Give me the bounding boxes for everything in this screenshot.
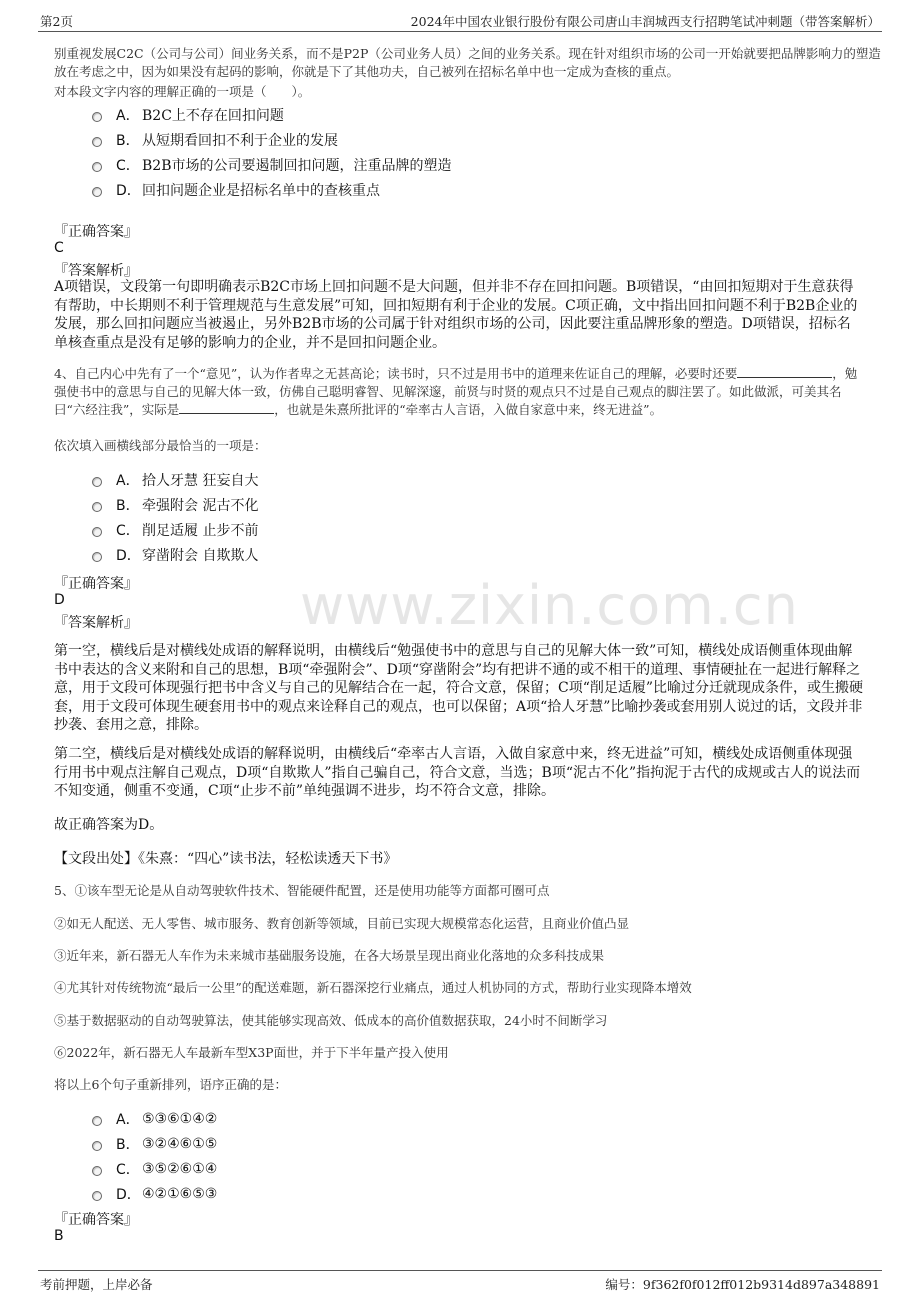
- q4-instruction: 依次填入画横线部分最恰当的一项是：: [54, 438, 267, 453]
- radio-icon[interactable]: [92, 162, 102, 172]
- radio-icon[interactable]: [92, 502, 102, 512]
- q3-option-a[interactable]: A． B2C上不存在回扣问题: [92, 105, 284, 125]
- radio-icon[interactable]: [92, 1116, 102, 1126]
- q4-source: 【文段出处】《朱熹：“四心”读书法，轻松读透天下书》: [54, 851, 398, 867]
- q4-stem-part3: ，也就是朱熹所批评的“牵率古人言语，入做自家意中来，终无进益”。: [274, 402, 663, 417]
- q4-analysis-para1: 第一空，横线后是对横线处成语的解释说明，由横线后“勉强使书中的意思与自己的见解大体一致”可知，横线处成语侧重体现曲解书中表达的含义来附和自己的思想，B项“牵强附会”、D项“穿凿附会”均有把讲不通的或不相干的道理、事情硬扯在一起进行解释之意，用于文段可体现强行把书中含义与自己的见解结合在一起，符合文意，保留；C项“削足适履”比喻过分迁就现成条件，或生搬硬套，用于文段可体现生硬套用书中的观点来诠释自己的观点，也可以保留；A项“拾人牙慧”比喻抄袭或套用别人说过的话，文段并非抄袭、套用之意，排除。: [54, 643, 864, 733]
- q4-stem-part1: 4、自己内心中先有了一个“意见”，认为作者卑之无甚高论；读书时，只不过是用书中的道理来佐证自己的理解，必要时还要: [54, 366, 738, 381]
- page-number: 第2页: [40, 14, 73, 29]
- q3-answer: C: [54, 240, 64, 256]
- footer-slogan: 考前押题，上岸必备: [40, 1277, 153, 1292]
- q3-passage: 别重视发展C2C（公司与公司）间业务关系，而不是P2P（公司业务人员）之间的业务关系。现在针对组织市场的公司一开始就要把品牌影响力的塑造放在考虑之中，因为如果没有起码的影响，你就是下了其他功夫，自己被列在招标名单中也一定成为查核的重点。: [54, 46, 881, 79]
- radio-icon[interactable]: [92, 112, 102, 122]
- answer-blank-1: [737, 365, 832, 378]
- document-serial: 编号：9f362f0f012ff012b9314d897a348891: [605, 1277, 880, 1292]
- radio-icon[interactable]: [92, 552, 102, 562]
- q5-option-a[interactable]: A． ⑤③⑥①④②: [92, 1109, 217, 1129]
- q5-instruction: 将以上6个句子重新排列，语序正确的是：: [54, 1077, 287, 1092]
- watermark: www.zixin.com.cn: [300, 574, 799, 637]
- q4-stem: [54, 365, 864, 419]
- radio-icon[interactable]: [92, 1191, 102, 1201]
- q3-option-c[interactable]: C． B2B市场的公司要遏制回扣问题，注重品牌的塑造: [92, 155, 451, 175]
- q4-option-b[interactable]: B． 牵强附会 泥古不化: [92, 495, 258, 515]
- q4-option-d[interactable]: D． 穿凿附会 自欺欺人: [92, 545, 258, 565]
- radio-icon[interactable]: [92, 187, 102, 197]
- q4-option-c[interactable]: C． 削足适履 止步不前: [92, 520, 258, 540]
- q5-sentence-4: ④尤其针对传统物流“最后一公里”的配送难题，新石器深挖行业痛点，通过人机协同的方式，帮助行业实现降本增效: [54, 980, 692, 995]
- q5-answer-label: 『正确答案』: [54, 1212, 138, 1228]
- q5-sentence-6: ⑥2022年，新石器无人车最新车型X3P面世，并于下半年量产投入使用: [54, 1045, 449, 1060]
- radio-icon[interactable]: [92, 137, 102, 147]
- q3-option-d[interactable]: D． 回扣问题企业是招标名单中的查核重点: [92, 180, 380, 200]
- q5-option-d[interactable]: D． ④②①⑥⑤③: [92, 1184, 217, 1204]
- q5-answer: B: [54, 1228, 64, 1244]
- q4-analysis-para2: 第二空，横线后是对横线处成语的解释说明，由横线后“牵率古人言语，入做自家意中来，终无进益”可知，横线处成语侧重体现强行用书中观点注解自己观点，D项“自欺欺人”指自己骗自己，符合文意，当选；B项“泥古不化”指拘泥于古代的成规或古人的说法而不知变通，侧重不变通，C项“止步不前”单纯强调不进步，均不符合文意，排除。: [54, 746, 861, 799]
- q3-option-b[interactable]: B． 从短期看回扣不利于企业的发展: [92, 130, 338, 150]
- header-divider: [38, 31, 882, 32]
- radio-icon[interactable]: [92, 527, 102, 537]
- radio-icon[interactable]: [92, 1166, 102, 1176]
- q3-answer-label: 『正确答案』: [54, 224, 138, 240]
- q3-question: 对本段文字内容的理解正确的一项是（ ）。: [54, 84, 311, 99]
- q5-sentence-1: 5、①该车型无论是从自动驾驶软件技术、智能硬件配置，还是使用功能等方面都可圈可点: [54, 883, 550, 898]
- radio-icon[interactable]: [92, 1141, 102, 1151]
- q5-sentence-2: ②如无人配送、无人零售、城市服务、教育创新等领域，目前已实现大规模常态化运营，且商业价值凸显: [54, 916, 630, 931]
- radio-icon[interactable]: [92, 477, 102, 487]
- answer-blank-2: [179, 401, 274, 414]
- q3-analysis: A项错误，文段第一句即明确表示B2C市场上回扣问题不是大问题，但并非不存在回扣问题。B项错误，“由回扣短期对于生意获得有帮助，中长期则不利于管理规范与生意发展”可知，回扣短期有利于企业的发展。C项正确，文中指出回扣问题不利于B2B企业的发展，那么回扣问题应当被遏止，另外B2B市场的公司属于针对组织市场的公司，因此要注重品牌形象的塑造。D项错误，招标名单核查重点是没有足够的影响力的企业，并不是回扣问题企业。: [54, 279, 858, 351]
- q4-answer: D: [54, 592, 65, 608]
- q4-analysis-label: 『答案解析』: [54, 615, 138, 631]
- q4-option-a[interactable]: A． 拾人牙慧 狂妄自大: [92, 470, 258, 490]
- q4-conclusion: 故正确答案为D。: [54, 817, 164, 833]
- document-title: 2024年中国农业银行股份有限公司唐山丰润城西支行招聘笔试冲刺题（带答案解析）: [410, 14, 880, 29]
- q5-option-c[interactable]: C． ③⑤②⑥①④: [92, 1159, 217, 1179]
- footer-divider: [38, 1270, 882, 1271]
- q4-answer-label: 『正确答案』: [54, 576, 138, 592]
- q5-sentence-3: ③近年来，新石器无人车作为未来城市基础服务设施，在各大场景呈现出商业化落地的众多科技成果: [54, 948, 605, 963]
- q4-stem-part2: ，勉强使书中的意思与自己的见解大体一致，仿佛自己聪明睿智、见解深邃，前贤与时贤的观点只不过是自己观点的脚注罢了。如此做派，可美其名曰“六经注我”，实际是: [54, 366, 858, 417]
- q5-option-b[interactable]: B． ③②④⑥①⑤: [92, 1134, 217, 1154]
- q3-analysis-label: 『答案解析』: [54, 263, 138, 279]
- q5-sentence-5: ⑤基于数据驱动的自动驾驶算法，使其能够实现高效、低成本的高价值数据获取，24小时不间断学习: [54, 1013, 608, 1028]
